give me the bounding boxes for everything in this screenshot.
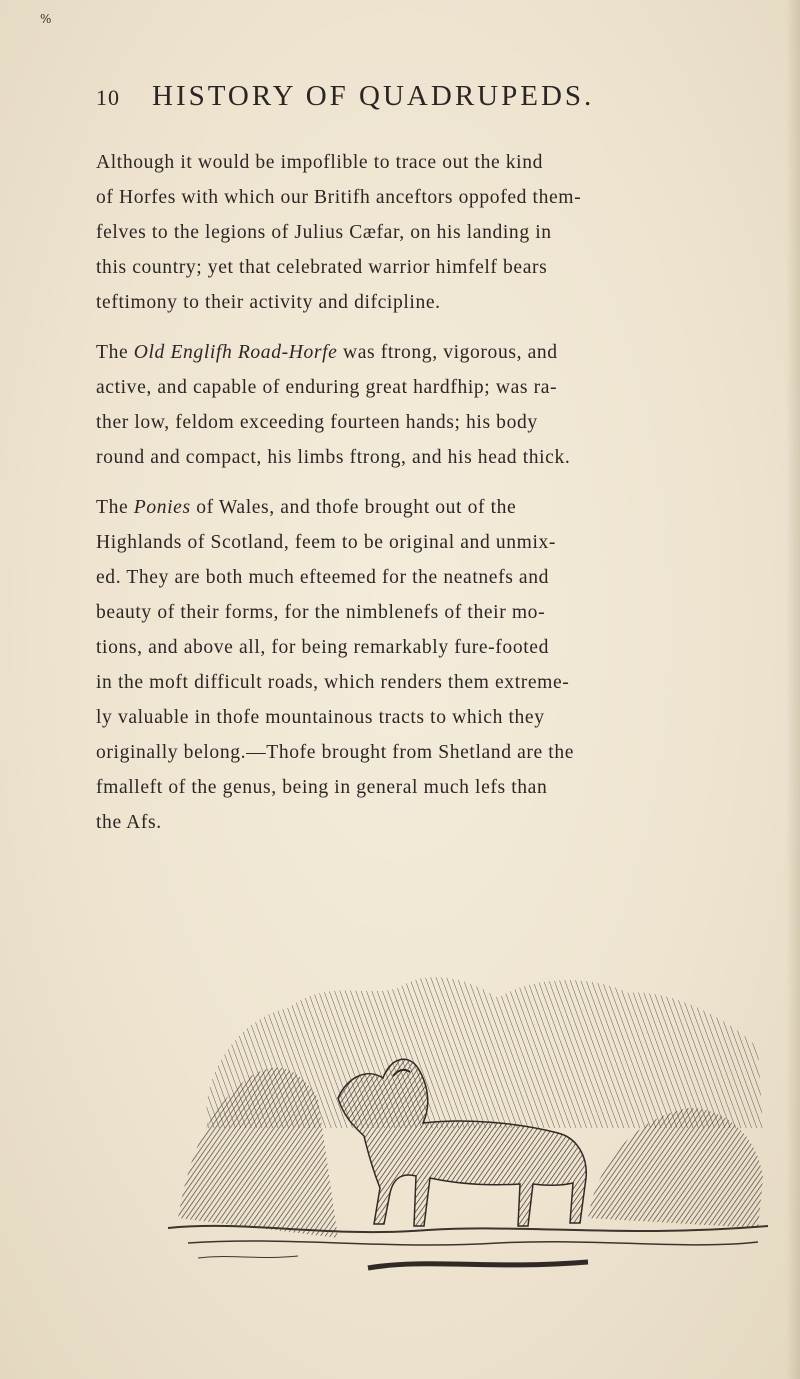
text-line: the Afs. xyxy=(96,812,162,833)
text-line: active, and capable of enduring great hardfhip; was ra- xyxy=(96,377,558,398)
text-line: this country; yet that celebrated warrior himfelf bears xyxy=(96,257,548,278)
paragraph xyxy=(96,145,768,320)
text-run: of Wales, and thofe brought out of the xyxy=(190,497,517,518)
body-text xyxy=(96,145,768,855)
running-title: HISTORY OF QUADRUPEDS. xyxy=(152,80,595,112)
text-line: beauty of their forms, for the nimblenefs of their mo- xyxy=(96,602,546,623)
page-edge-shadow xyxy=(786,0,800,1379)
paragraph xyxy=(96,490,768,840)
paragraph xyxy=(96,335,768,475)
running-head xyxy=(96,80,736,120)
text-line: teftimony to their activity and difcipline. xyxy=(96,292,441,313)
italic-term: Ponies xyxy=(133,497,191,518)
text-run: The xyxy=(96,342,134,363)
text-line: tions, and above all, for being remarkably fure-footed xyxy=(96,637,549,658)
text-line xyxy=(96,335,768,370)
text-line: ly valuable in thofe mountainous tracts to which they xyxy=(96,707,545,728)
text-line: fmalleft of the genus, being in general much lefs than xyxy=(96,777,548,798)
page-number: 10 xyxy=(96,85,120,110)
text-line: of Horfes with which our Britifh anceftors oppofed them- xyxy=(96,187,582,208)
text-line xyxy=(96,490,768,525)
text-line: in the moft difficult roads, which renders them extreme- xyxy=(96,672,570,693)
text-line: ed. They are both much efteemed for the neatnefs and xyxy=(96,567,550,588)
text-line: felves to the legions of Julius Cæfar, on his landing in xyxy=(96,222,552,243)
text-line: ther low, feldom exceeding fourteen hands; his body xyxy=(96,412,538,433)
engraved-landscape-vignette-icon xyxy=(168,958,768,1286)
text-run: was ftrong, vigorous, and xyxy=(337,342,558,363)
text-line: round and compact, his limbs ftrong, and his head thick. xyxy=(96,447,571,468)
text-run: The xyxy=(96,497,134,518)
text-line: originally belong.—Thofe brought from Shetland are the xyxy=(96,742,575,763)
text-line: Although it would be impoflible to trace out the kind xyxy=(96,152,544,173)
corner-mark: % xyxy=(40,12,52,26)
text-line: Highlands of Scotland, feem to be original and unmix- xyxy=(96,532,557,553)
italic-term: Old Englifh Road-Horfe xyxy=(133,342,338,363)
